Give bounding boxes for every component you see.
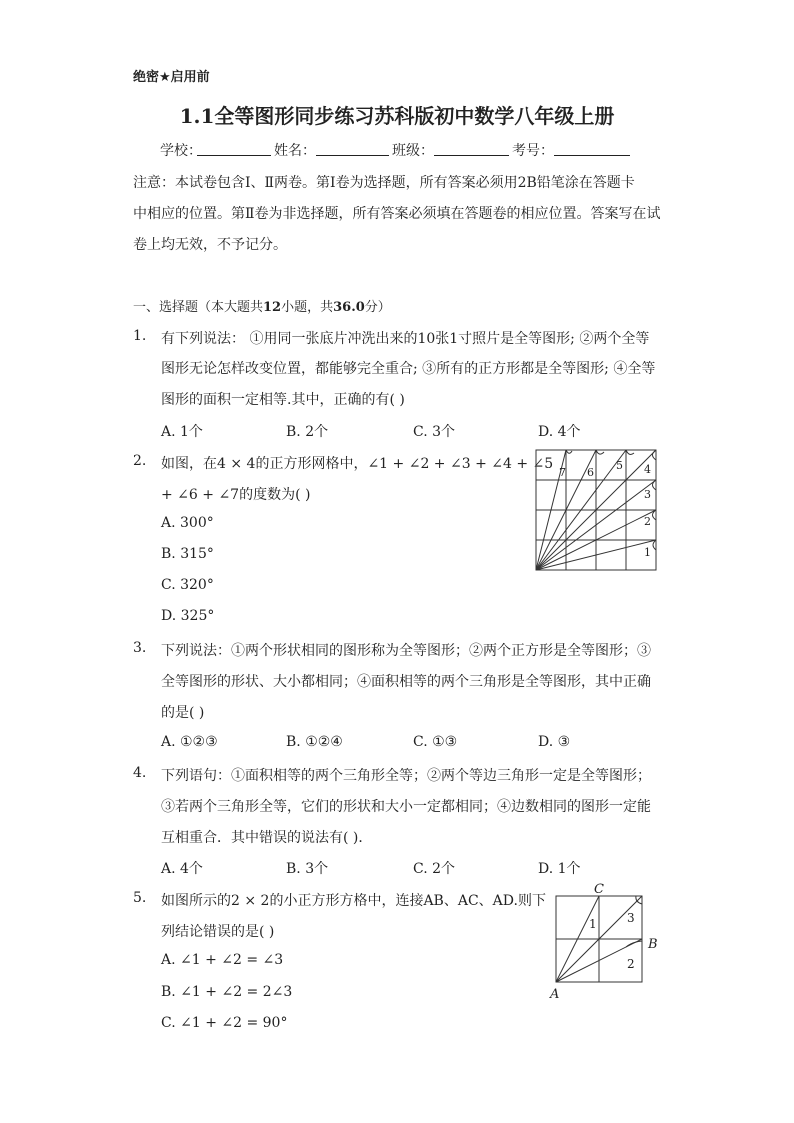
question-number: 5. [133,890,147,906]
option-d[interactable]: D. 4个 [538,424,581,440]
question-line: 图形无论怎样改变位置，都能够完全重合; ③所有的正方形都是全等图形; ④全等 [161,361,656,377]
angle-label: 4 [644,463,651,476]
angle-label: 2 [644,515,651,528]
secret-label: 绝密★启用前 [133,70,210,85]
option-d[interactable]: D. ③ [538,734,571,750]
question-line: 列结论错误的是( ) [161,924,275,940]
angle-label: 1 [589,917,597,931]
school-label: 学校： [160,143,202,159]
name-field[interactable] [316,143,389,156]
option-c[interactable]: C. 320° [161,577,214,593]
question-line: 如图所示的2 × 2的小正方形方格中，连接AB、AC、AD.则下 [161,893,546,909]
option-d[interactable]: D. 325° [161,608,215,624]
angle-label: 7 [559,466,566,479]
option-a[interactable]: A. ①②③ [161,734,218,750]
option-a[interactable]: A. ∠1 + ∠2 = ∠3 [161,952,284,968]
class-field[interactable] [434,143,509,156]
notice-line: 中相应的位置。第Ⅱ卷为非选择题，所有答案必须填在答题卷的相应位置。答案写在试 [133,206,661,222]
question-number: 1. [133,328,147,344]
question-number: 4. [133,765,147,781]
option-a[interactable]: A. 300° [161,515,214,531]
point-label-a: A [550,987,560,1002]
point-label-b: B [648,937,658,952]
grid-figure-q2 [530,446,664,574]
notice-line: 注意：本试卷包含Ⅰ、Ⅱ两卷。第Ⅰ卷为选择题，所有答案必须用2B铅笔涂在答题卡 [133,175,635,191]
point-label-c: C [594,882,604,897]
option-b[interactable]: B. 3个 [286,861,329,877]
question-line: + ∠6 + ∠7的度数为( ) [161,487,311,503]
school-field[interactable] [197,143,271,156]
notice-line: 卷上均无效，不予记分。 [133,237,287,253]
option-b[interactable]: B. 315° [161,546,214,562]
option-b[interactable]: B. ①②④ [286,734,343,750]
angle-label: 6 [587,466,594,479]
angle-label: 3 [644,488,651,501]
question-line: 如图，在4 × 4的正方形网格中，∠1 + ∠2 + ∠3 + ∠4 + ∠5 [161,456,554,472]
question-line: 图形的面积一定相等.其中，正确的有( ) [161,392,405,408]
name-label: 姓名： [274,143,316,159]
option-d[interactable]: D. 1个 [538,861,581,877]
question-number: 2. [133,453,147,469]
option-a[interactable]: A. 4个 [161,861,203,877]
question-line: 下列说法：①两个形状相同的图形称为全等图形；②两个正方形是全等图形；③ [161,643,651,659]
question-line: 有下列说法： ①用同一张底片冲洗出来的10张1寸照片是全等图形; ②两个全等 [161,331,650,347]
option-c[interactable]: C. ①③ [413,734,458,750]
notice [133,168,673,261]
angle-label: 1 [644,546,651,559]
section-heading: 一、选择题（本大题共12小题，共36.0分） [133,300,391,315]
exam-no-field[interactable] [554,143,630,156]
option-b[interactable]: B. 2个 [286,424,329,440]
option-c[interactable]: C. ∠1 + ∠2 = 90° [161,1015,288,1031]
grid-figure-q5 [546,878,668,1004]
option-c[interactable]: C. 2个 [413,861,456,877]
question-line: 全等图形的形状、大小都相同；④面积相等的两个三角形是全等图形，其中正确 [161,674,651,690]
question-line: 的是( ) [161,705,205,721]
exam-no-label: 考号： [512,143,554,159]
option-c[interactable]: C. 3个 [413,424,456,440]
page-title: 1.1全等图形同步练习苏科版初中数学八年级上册 [179,104,615,128]
angle-label: 3 [627,911,635,925]
option-b[interactable]: B. ∠1 + ∠2 = 2∠3 [161,984,293,1000]
question-line: 互相重合．其中错误的说法有( )． [161,830,373,846]
question-line: ③若两个三角形全等，它们的形状和大小一定都相同；④边数相同的图形一定能 [161,799,651,815]
class-label: 班级： [392,143,434,159]
total-score: 36.0 [333,300,365,315]
question-number: 3. [133,640,147,656]
question-line: 下列语句：①面积相等的两个三角形全等；②两个等边三角形一定是全等图形； [161,768,651,784]
question-count: 12 [263,300,282,315]
angle-label: 2 [627,957,635,971]
angle-label: 5 [616,459,623,472]
option-a[interactable]: A. 1个 [161,424,203,440]
